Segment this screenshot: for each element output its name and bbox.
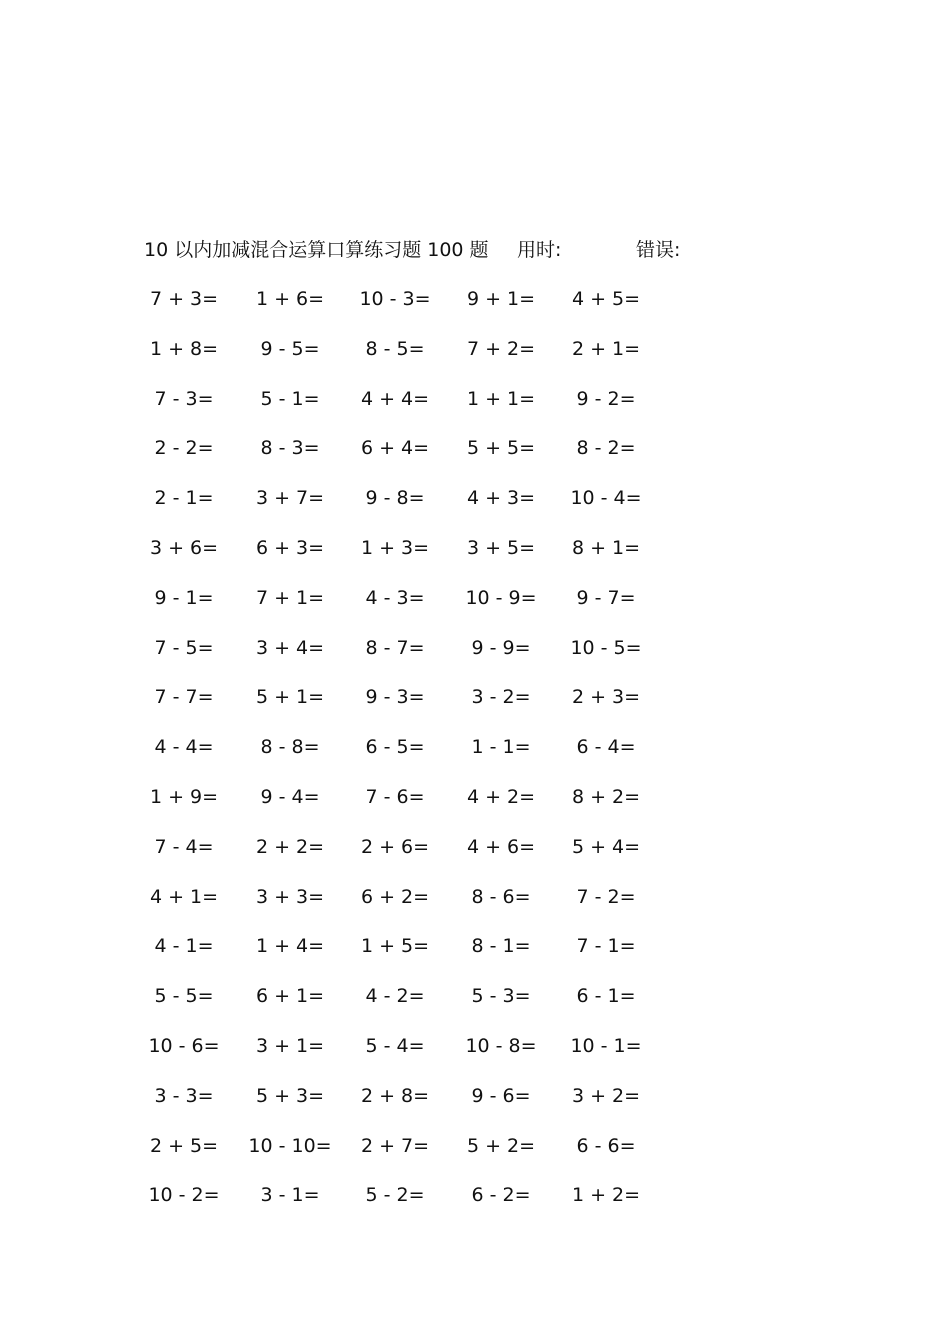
math-problem: 3 + 5= [466, 537, 536, 559]
math-problem: 2 + 3= [571, 686, 641, 709]
math-problem: 3 + 6= [149, 537, 219, 559]
problem-row [0, 1032, 950, 1060]
math-problem: 5 - 1= [260, 387, 320, 410]
math-problem: 2 + 1= [571, 337, 641, 360]
math-problem: 4 - 1= [154, 935, 214, 958]
problem-row [0, 385, 950, 413]
math-problem: 9 - 9= [471, 636, 531, 659]
math-problem: 8 + 2= [571, 786, 641, 808]
math-problem: 5 - 4= [365, 1035, 425, 1057]
problem-row [0, 833, 950, 861]
math-problem: 1 + 2= [571, 1184, 641, 1207]
math-problem: 2 + 6= [360, 835, 430, 858]
math-problem: 4 - 3= [365, 586, 425, 609]
math-problem: 5 - 5= [154, 985, 214, 1008]
worksheet-title: 10 以内加减混合运算口算练习题 100 题 [144, 239, 489, 261]
problem-row [0, 335, 950, 363]
math-problem: 8 - 1= [471, 935, 531, 958]
math-problem: 8 - 8= [260, 736, 320, 759]
math-problem: 8 - 7= [365, 636, 425, 659]
math-problem: 2 - 1= [154, 487, 214, 510]
problem-row [0, 932, 950, 960]
problem-row [0, 534, 950, 562]
math-problem: 4 + 3= [466, 487, 536, 510]
math-problem: 8 - 2= [576, 437, 636, 460]
problem-row [0, 584, 950, 612]
math-problem: 6 - 1= [576, 985, 636, 1008]
math-problem: 6 + 1= [255, 985, 325, 1008]
math-problem: 7 - 2= [576, 885, 636, 908]
math-problem: 2 + 7= [360, 1134, 430, 1157]
math-problem: 4 + 5= [571, 288, 641, 310]
problem-row [0, 1181, 950, 1209]
math-problem: 6 + 3= [255, 537, 325, 559]
math-problem: 7 - 3= [154, 387, 214, 410]
math-problem: 7 + 3= [149, 288, 219, 310]
errors-label: 错误: [636, 239, 681, 261]
math-problem: 10 - 1= [570, 1035, 642, 1057]
math-problem: 9 - 4= [260, 786, 320, 808]
math-problem: 8 - 6= [471, 885, 531, 908]
math-problem: 1 + 4= [255, 935, 325, 958]
math-problem: 7 + 2= [466, 337, 536, 360]
math-problem: 9 - 2= [576, 387, 636, 410]
math-problem: 9 + 1= [466, 288, 536, 310]
math-problem: 7 - 6= [365, 786, 425, 808]
problem-row [0, 783, 950, 811]
math-problem: 2 - 2= [154, 437, 214, 460]
math-problem: 4 - 2= [365, 985, 425, 1008]
math-problem: 10 - 2= [148, 1184, 220, 1207]
math-problem: 3 + 3= [255, 885, 325, 908]
math-problem: 6 + 2= [360, 885, 430, 908]
math-problem: 7 + 1= [255, 586, 325, 609]
math-problem: 8 + 1= [571, 537, 641, 559]
problem-row [0, 285, 950, 313]
math-problem: 9 - 1= [154, 586, 214, 609]
math-problem: 1 + 1= [466, 387, 536, 410]
math-problem: 1 + 5= [360, 935, 430, 958]
math-problem: 4 + 4= [360, 387, 430, 410]
math-problem: 2 + 2= [255, 835, 325, 858]
math-problem: 4 + 2= [466, 786, 536, 808]
math-problem: 3 - 1= [260, 1184, 320, 1207]
math-problem: 5 + 2= [466, 1134, 536, 1157]
math-problem: 5 + 1= [255, 686, 325, 709]
problem-row [0, 484, 950, 512]
math-problem: 8 - 3= [260, 437, 320, 460]
math-problem: 6 - 5= [365, 736, 425, 759]
math-problem: 10 - 9= [465, 586, 537, 609]
math-problem: 1 + 8= [149, 337, 219, 360]
math-problem: 9 - 6= [471, 1084, 531, 1107]
math-problem: 7 - 5= [154, 636, 214, 659]
math-problem: 3 + 7= [255, 487, 325, 510]
math-problem: 5 + 5= [466, 437, 536, 460]
math-problem: 10 - 4= [570, 487, 642, 510]
math-problem: 5 + 3= [255, 1084, 325, 1107]
math-problem: 7 - 4= [154, 835, 214, 858]
math-problem: 1 + 6= [255, 288, 325, 310]
math-problem: 10 - 3= [359, 288, 431, 310]
math-problem: 9 - 8= [365, 487, 425, 510]
math-problem: 7 - 7= [154, 686, 214, 709]
math-problem: 3 + 2= [571, 1084, 641, 1107]
math-problem: 2 + 8= [360, 1084, 430, 1107]
problem-row [0, 634, 950, 662]
math-problem: 1 - 1= [471, 736, 531, 759]
problem-row [0, 1132, 950, 1160]
math-problem: 4 + 1= [149, 885, 219, 908]
math-problem: 7 - 1= [576, 935, 636, 958]
time-used-label: 用时: [517, 239, 562, 261]
math-problem: 1 + 3= [360, 537, 430, 559]
math-problem: 5 - 3= [471, 985, 531, 1008]
math-problem: 3 - 3= [154, 1084, 214, 1107]
math-problem: 2 + 5= [149, 1134, 219, 1157]
problem-row [0, 733, 950, 761]
problem-row [0, 982, 950, 1010]
math-problem: 8 - 5= [365, 337, 425, 360]
math-problem: 4 - 4= [154, 736, 214, 759]
math-problem: 9 - 3= [365, 686, 425, 709]
math-problem: 6 - 6= [576, 1134, 636, 1157]
math-problem: 6 - 4= [576, 736, 636, 759]
math-problem: 10 - 8= [465, 1035, 537, 1057]
math-problem: 10 - 10= [248, 1134, 332, 1157]
math-problem: 10 - 5= [570, 636, 642, 659]
math-problem: 6 + 4= [360, 437, 430, 460]
problem-row [0, 434, 950, 462]
math-problem: 5 + 4= [571, 835, 641, 858]
math-problem: 9 - 7= [576, 586, 636, 609]
math-problem: 3 - 2= [471, 686, 531, 709]
math-problem: 9 - 5= [260, 337, 320, 360]
problem-row [0, 1082, 950, 1110]
math-problem: 6 - 2= [471, 1184, 531, 1207]
math-problem: 5 - 2= [365, 1184, 425, 1207]
math-problem: 10 - 6= [148, 1035, 220, 1057]
math-problem: 3 + 1= [255, 1035, 325, 1057]
math-problem: 4 + 6= [466, 835, 536, 858]
math-problem: 1 + 9= [149, 786, 219, 808]
problem-row [0, 683, 950, 711]
problem-row [0, 883, 950, 911]
math-problem: 3 + 4= [255, 636, 325, 659]
